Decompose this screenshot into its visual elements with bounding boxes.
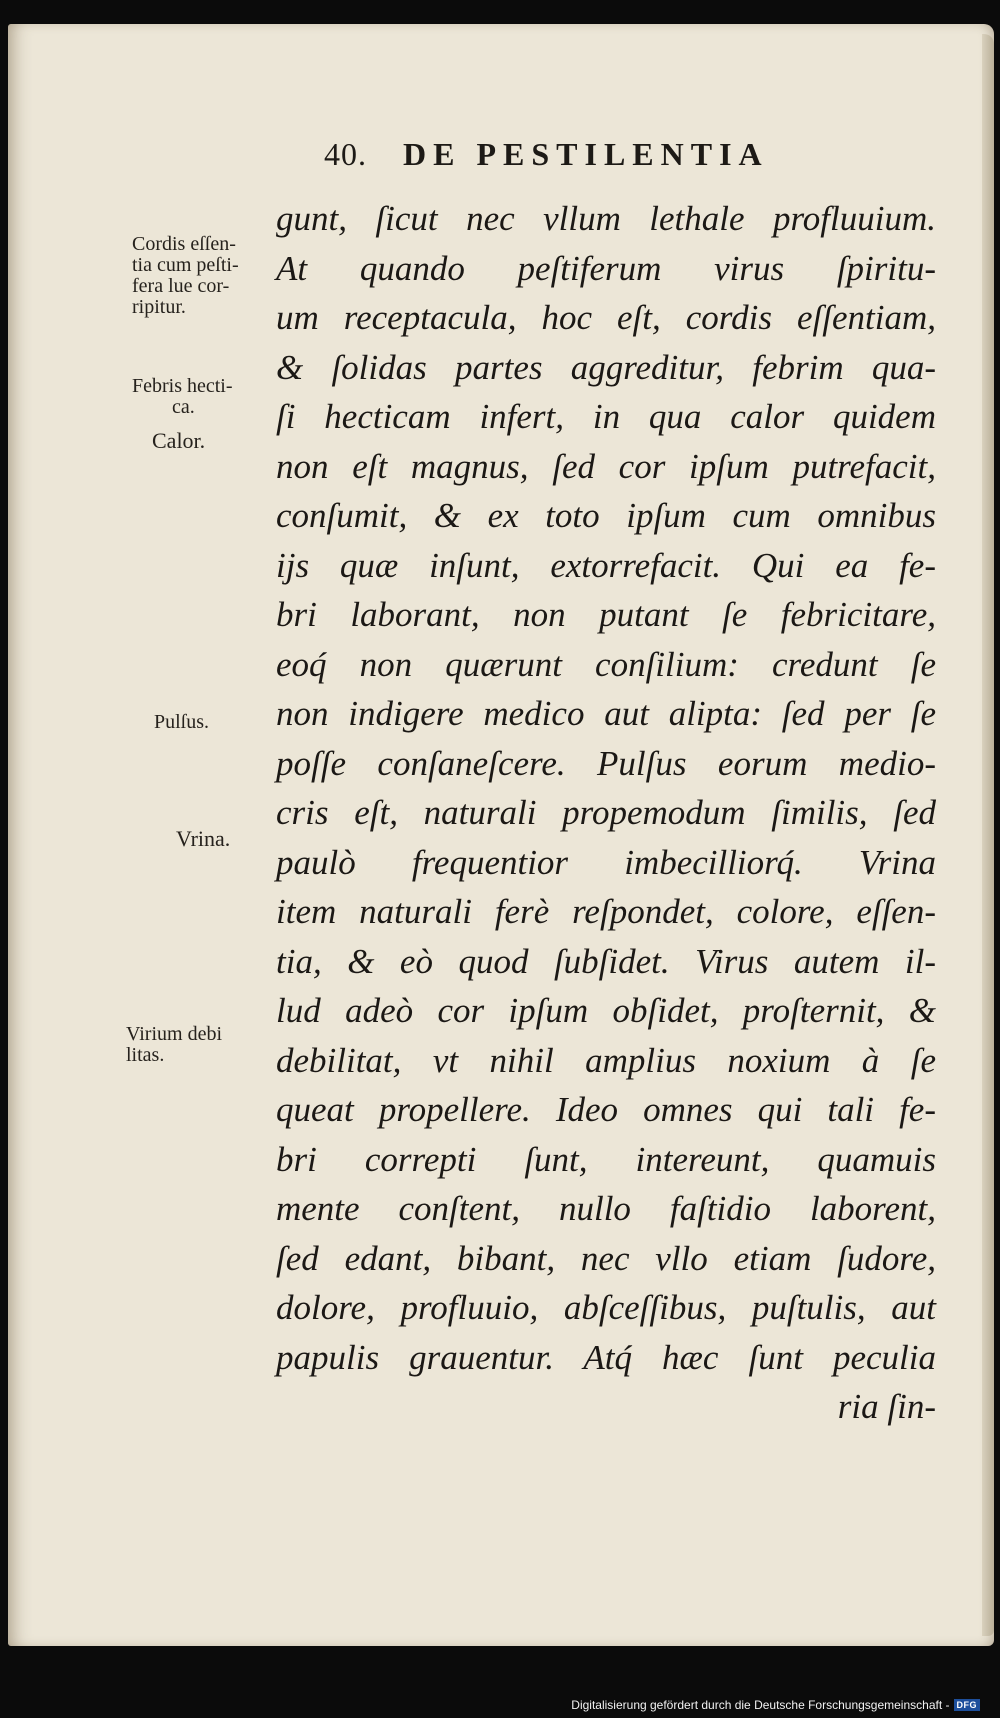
- credit-text: Digitalisierung gefördert durch die Deutsche Forschungsgemeinschaft -: [571, 1698, 950, 1712]
- text-line: dolore, profluuio, abſceſſibus, puſtulis, aut: [276, 1288, 936, 1327]
- text-line: non indigere medico aut alipta: ſed per ſe: [276, 694, 936, 733]
- text-line: um receptacula, hoc eſt, cordis eſſentiam,: [276, 298, 936, 337]
- text-line: tia, & eò quod ſubſidet. Virus autem il-: [276, 941, 936, 981]
- text-line: mente conſtent, nullo faſtidio laborent,: [276, 1189, 936, 1228]
- digitization-credit: [571, 1698, 980, 1712]
- text-line: bri laborant, non putant ſe febricitare,: [276, 595, 936, 634]
- marginal-note-line: litas.: [126, 1044, 165, 1066]
- marginal-note-calor: [152, 430, 205, 451]
- text-line: non eſt magnus, ſed cor ipſum putrefacit,: [276, 446, 936, 486]
- marginal-note-line: Vrina.: [176, 826, 231, 851]
- running-title: DE PESTILENTIA: [403, 136, 769, 172]
- marginal-note-line: ca.: [172, 396, 195, 418]
- text-line: poſſe conſaneſcere. Pulſus eorum medio-: [276, 743, 936, 783]
- marginal-note-cordis: [132, 234, 239, 318]
- marginal-note-line: Cordis eſſen-: [132, 233, 236, 255]
- text-line: bri correpti ſunt, intereunt, quamuis: [276, 1139, 936, 1179]
- marginal-note-line: Pulſus.: [154, 711, 210, 733]
- marginal-note-virium: [126, 1024, 222, 1066]
- text-line: conſumit, & ex toto ipſum cum omnibus: [276, 496, 936, 535]
- marginal-note-line: Virium debi: [126, 1023, 223, 1045]
- text-line: cris eſt, naturali propemodum ſimilis, ſed: [276, 793, 936, 832]
- catchword-line: ria ſin-: [837, 1387, 936, 1426]
- text-line: eoq́ non quærunt conſilium: credunt ſe: [276, 644, 936, 684]
- text-line: At quando peſtiferum virus ſpiritu-: [276, 248, 936, 288]
- text-line: ſed edant, bibant, nec vllo etiam ſudore,: [276, 1238, 936, 1278]
- main-text-block: [276, 194, 936, 1432]
- marginal-note-pulsus: [154, 712, 209, 733]
- marginal-note-line: ripitur.: [132, 296, 186, 318]
- text-line: ſi hecticam infert, in qua calor quidem: [276, 397, 936, 436]
- page-header: [324, 136, 769, 173]
- marginal-note-febris: [132, 376, 233, 418]
- text-line: gunt, ſicut nec vllum lethale profluuium.: [276, 199, 936, 238]
- text-line: ijs quæ inſunt, extorrefacit. Qui ea fe-: [276, 545, 936, 585]
- book-page: [8, 24, 994, 1646]
- text-line: item naturali ferè reſpondet, colore, eſſen-: [276, 892, 936, 931]
- marginal-note-line: fera lue cor-: [132, 275, 230, 297]
- text-line: & ſolidas partes aggreditur, febrim qua-: [276, 347, 936, 387]
- marginal-note-line: tia cum peſti-: [132, 254, 239, 276]
- page-number: 40.: [324, 136, 367, 172]
- page-edge: [982, 34, 994, 1636]
- text-line: lud adeò cor ipſum obſidet, proſternit, &: [276, 991, 936, 1030]
- text-line: paulò frequentior imbecilliorq́. Vrina: [276, 842, 936, 882]
- marginal-note-line: Calor.: [152, 428, 206, 453]
- dfg-logo-icon: DFG: [954, 1699, 981, 1711]
- text-line: debilitat, vt nihil amplius noxium à ſe: [276, 1040, 936, 1080]
- text-line: papulis grauentur. Atq́ hæc ſunt peculia: [276, 1337, 936, 1377]
- text-line: queat propellere. Ideo omnes qui tali fe-: [276, 1090, 936, 1129]
- marginal-note-vrina: [176, 828, 230, 849]
- marginal-note-line: Febris hecti-: [132, 375, 233, 397]
